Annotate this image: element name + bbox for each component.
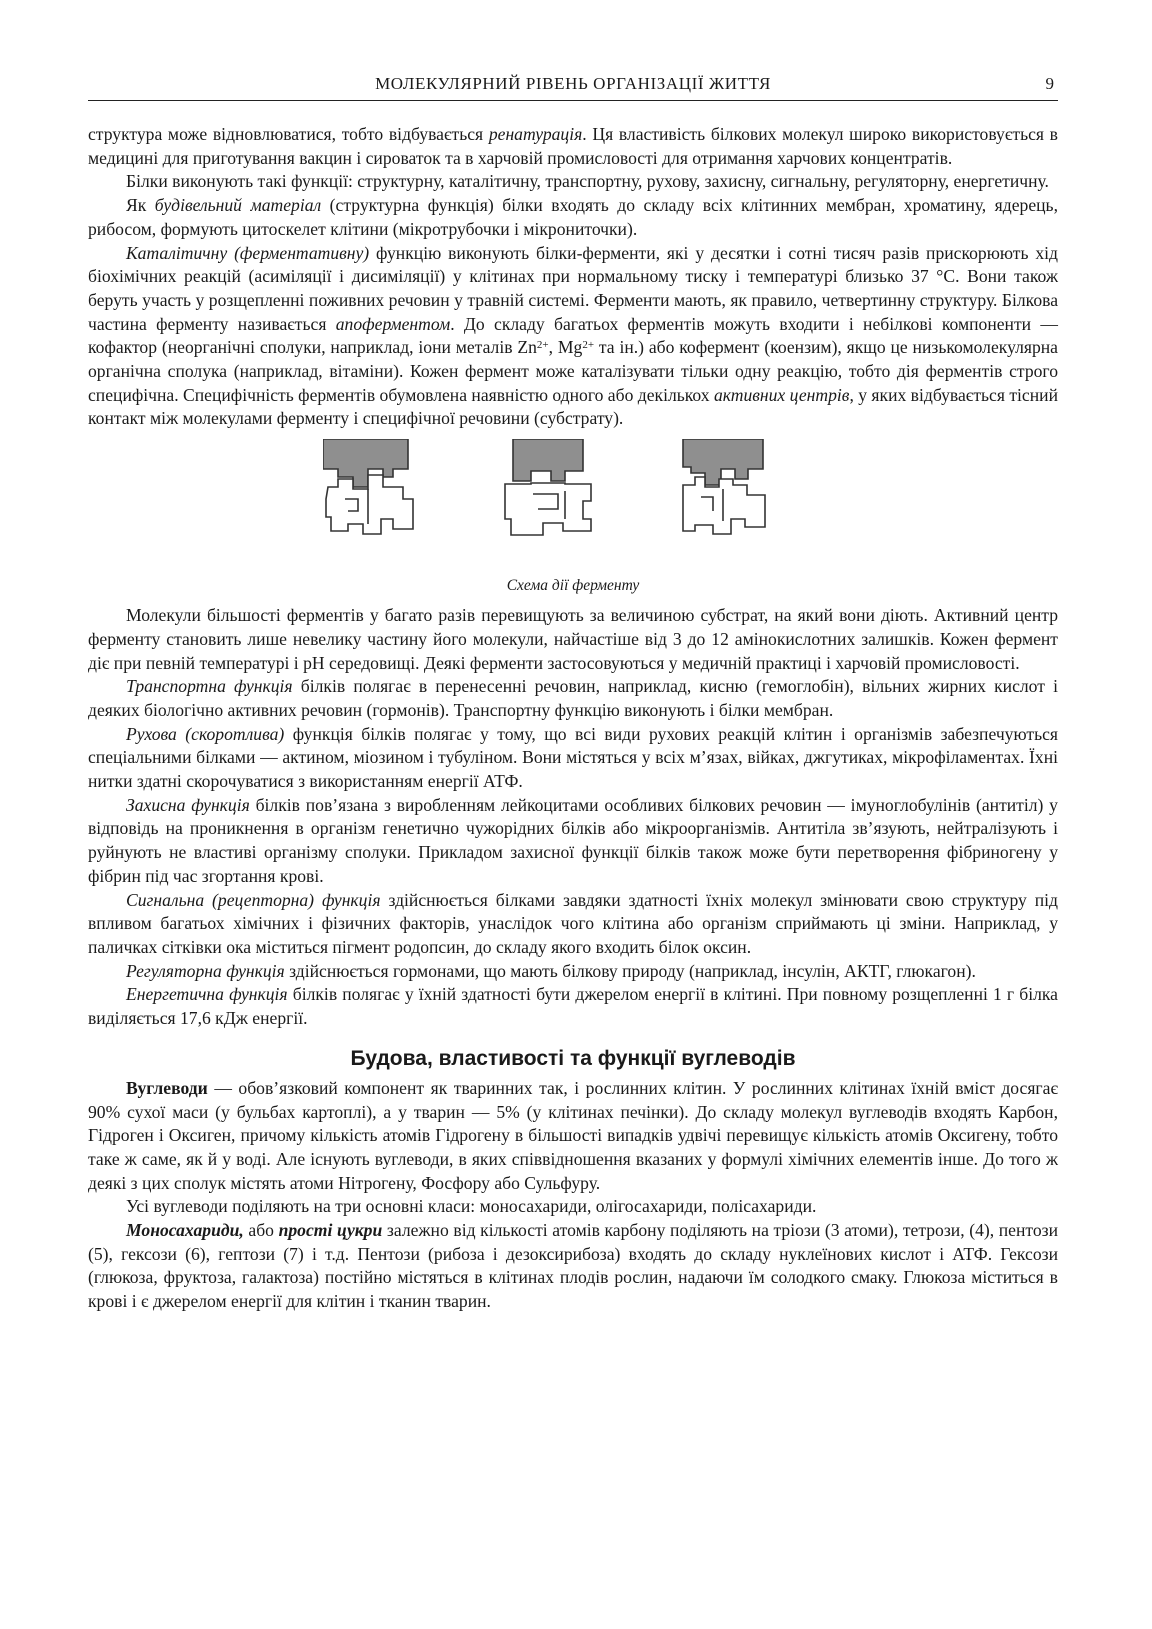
enzyme-shape (323, 439, 408, 487)
term-renaturation: ренатурація (488, 124, 583, 144)
term-monosaccharides: Моносахариди, (126, 1220, 244, 1241)
term-regulatory: Регуляторна функція (126, 960, 285, 981)
paragraph-structural-function: Як будівельний матеріал (структурна функція) білки входять до складу всіх клітинних мембран, хроматину, ядерець, рибосом, формують цитоскелет клітини (мікротрубочки і мікрониточки). (88, 195, 1058, 239)
running-header (88, 70, 1058, 101)
enzyme-scheme-figure (88, 439, 1058, 604)
enzyme-shape (513, 439, 583, 481)
figure-caption: Схема дії ферменту (506, 577, 640, 595)
term-transport: Транспортна функція (126, 676, 293, 697)
term-apoenzyme: апоферментом (335, 313, 451, 334)
paragraph-carbohydrate-classes: Усі вуглеводи поділяють на три основні класи: моносахариди, олігосахариди, полісахариди. (126, 1196, 817, 1217)
enzyme-stage-2 (505, 439, 591, 535)
paragraph-protective-function: Захисна функція білків пов’язана з виробленням лейкоцитами особливих білкових речовин — імуноглобулінів (антитіл) у відповідь на проникнення в організм генетично чужорідних білків або мікроорганізмів. Антитіла зв’язують, нейтралізують і руйнують не властиві організму сполуки. Прикладом захисної функції білків також може бути перетворення фібриногену у фібрин під час згортання крові. (88, 794, 1058, 886)
enzyme-scheme-diagram (323, 439, 823, 564)
term-simple-sugars: прості цукри (278, 1220, 383, 1241)
section-heading-carbohydrates: Будова, властивості та функції вуглеводів (350, 1046, 796, 1070)
page-number: 9 (1045, 74, 1054, 93)
paragraph-regulatory-function: Регуляторна функція здійснюється гормонами, що мають білкову природу (наприклад, інсулін, АКТГ, глюкагон). (126, 960, 976, 981)
term-motor: Рухова (скоротлива) (126, 723, 285, 744)
paragraph-enzyme-size: Молекули більшості ферментів у багато разів перевищують за величиною субстрат, на який вони діють. Активний центр ферменту становить лише невелику частину його молекули, найчастіше від 3 до 12 амінокислотних залишків. Кожен фермент діє при певній температурі і рН середовищі. Деякі ферменти застосовуються у медичній практиці і харчовій промисловості. (88, 605, 1058, 673)
substrate-shape (683, 477, 765, 534)
term-catalytic: Каталітичну (ферментативну) (126, 242, 370, 263)
paragraph-signal-function: Сигнальна (рецепторна) функція здійснюється білками завдяки здатності їхніх молекул змінювати свою структуру під впливом багатьох хімічних і фізичних факторів, унаслідок чого клітина або організм сприймають ці зміни. Наприклад, у паличках сітківки ока міститься пігмент родопсин, до складу якого входить білок оксин. (88, 889, 1058, 957)
term-building-material: будівельний матеріал (154, 195, 322, 216)
paragraph-carbohydrates: Вуглеводи — обов’язковий компонент як тваринних так, і рослинних клітин. У рослинних клітинах їхній вміст досягає 90% сухої маси (у бульбах картоплі), а у тварин — 5% (у клітинах печінки). До складу молекул вуглеводів входять Карбон, Гідроген і Оксиген, причому кількість атомів Гідрогену в більшості випадків удвічі перевищує кількість атомів Оксигену, тобто таке ж саме, як й у воді. Але існують вуглеводи, в яких співвідношення вказаних у формулі хімічних елементів інше. До того ж деякі з цих сполук містять атоми Нітрогену, Фосфору або Сульфуру. (88, 1077, 1058, 1193)
page-body (88, 123, 1058, 1314)
paragraph-energy-function: Енергетична функція білків полягає у їхній здатності бути джерелом енергії в клітині. При повному розщепленні 1 г білка виділяється 17,6 кДж енергії. (88, 984, 1058, 1029)
term-signal: Сигнальна (рецепторна) функція (126, 889, 381, 910)
paragraph-transport-function: Транспортна функція білків полягає в перенесенні речовин, наприклад, кисню (гемоглобін), вільних жирних кислот і деяких біологічно активних речовин (гормонів). Транспортну функцію виконують і білки мембран. (88, 676, 1058, 720)
enzyme-stage-3 (683, 439, 765, 534)
running-title: МОЛЕКУЛЯРНИЙ РІВЕНЬ ОРГАНІЗАЦІЇ ЖИТТЯ (375, 74, 771, 93)
substrate-shape (326, 475, 413, 534)
term-carbohydrates: Вуглеводи (126, 1077, 208, 1098)
paragraph-renaturation: структура може відновлюватися, тобто відбувається ренатурація. Ця властивість білкових молекул широко використовується в медицині для приготування вакцин і сироваток та в харчовій промисловості для отримання харчових концентратів. (88, 124, 1058, 168)
paragraph-protein-functions: Білки виконують такі функції: структурну, каталітичну, транспортну, рухову, захисну, сигнальну, регуляторну, енергетичну. (126, 171, 1049, 192)
paragraph-motor-function: Рухова (скоротлива) функція білків полягає у тому, що всі види рухових реакцій клітин і організмів забезпечуються спеціальними білками — актином, міозином і тубуліном. Вони містяться у всіх м’язах, війках, джгутиках, мікрофіламентах. Їхні нитки здатні скорочуватися з використанням енергії АТФ. (88, 723, 1059, 792)
term-energy: Енергетична функція (126, 984, 288, 1005)
term-protective: Захисна функція (126, 794, 250, 815)
paragraph-catalytic-function: Каталітичну (ферментативну) функцію виконують білки-ферменти, які у десятки і сотні тисяч разів прискорюють хід біохімічних реакцій (асиміляції і дисиміляції) у клітинах при нормальному тиску і температурі близько 37 °С. Вони також беруть участь у розщепленні поживних речовин у травній системі. Ферменти мають, як правило, четвертинну структуру. Білкова частина ферменту називається апоферментом. До складу багатьох ферментів можуть входити і небілкові компоненти — кофактор (неорганічні сполуки, наприклад, іони металів $Zn^{2+}$, $Mg^{2+}$ та ін.) або кофермент (коензим), якщо це низькомолекулярна органічна сполука (наприклад, вітаміни). Кожен фермент може каталізувати тільки одну реакцію, тобто дія ферментів строго специфічна. Специфічність ферментів обумовлена наявністю одного або декількох активних центрів, у яких відбувається тісний контакт між молекулами ферменту і специфічної речовини (субстрату). (88, 242, 1058, 429)
term-active-centers: активних центрів (713, 384, 850, 405)
enzyme-stage-1 (323, 439, 413, 534)
paragraph-monosaccharides: Моносахариди, або прості цукри залежно від кількості атомів карбону поділяють на тріози (3 атоми), тетрози, (4), пентози (5), гексози (6), гептози (7) і т.д. Пентози (рибоза і дезоксирибоза) входять до складу нуклеїнових кислот і АТФ. Гексози (глюкоза, фруктоза, галактоза) постійно містяться в клітинах плодів рослин, надаючи їм солодкого смаку. Глюкоза міститься в крові і є джерелом енергії для клітин і тканин тварин. (88, 1220, 1059, 1312)
